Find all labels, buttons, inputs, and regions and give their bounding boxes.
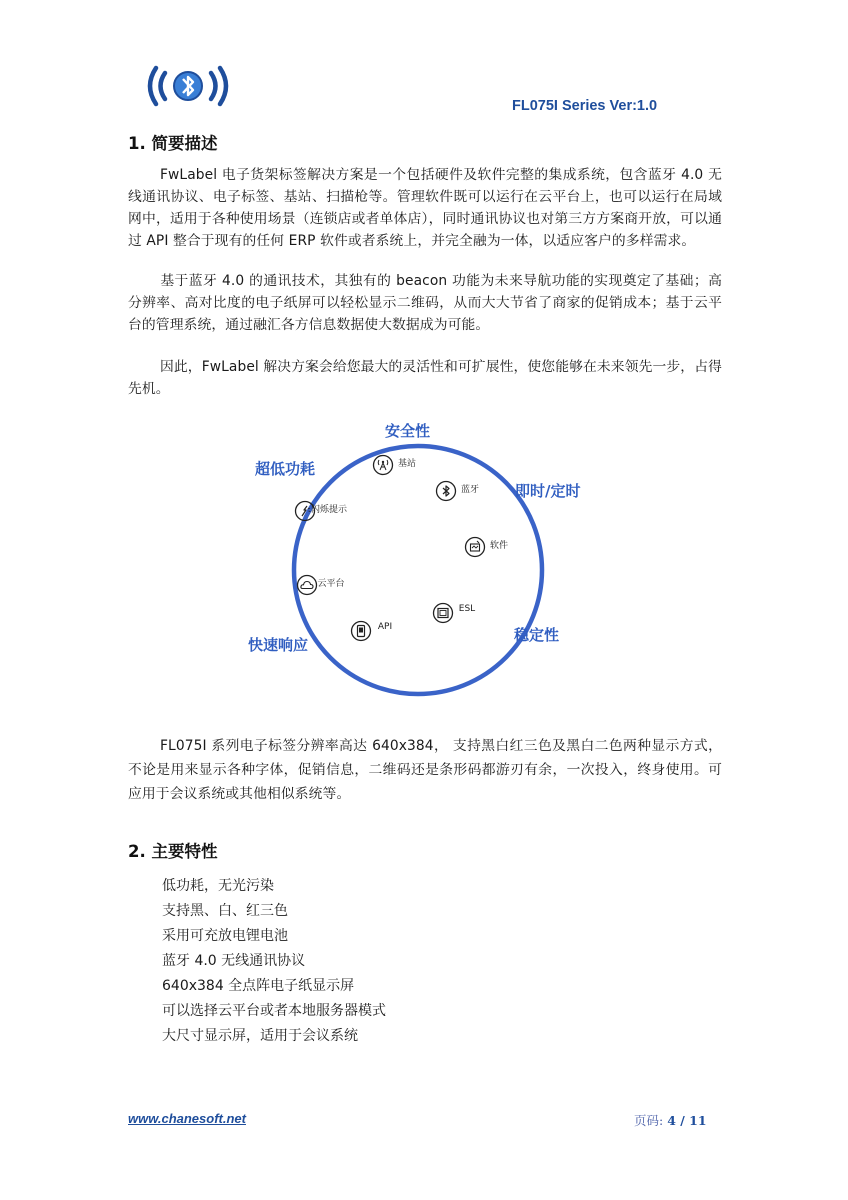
- label-stability: 稳定性: [514, 626, 560, 644]
- node-bluetooth: [435, 480, 505, 495]
- node-esl-label: ESL: [458, 604, 476, 614]
- node-esl: [432, 602, 502, 614]
- label-security: 安全性: [385, 422, 431, 440]
- feature-item: 蓝牙 4.0 无线通讯协议: [162, 953, 306, 969]
- base-station-icon: [372, 454, 394, 476]
- section-2-title: 2. 主要特性: [128, 842, 218, 861]
- company-logo: [142, 62, 234, 110]
- paragraph-bluetooth: [128, 270, 722, 336]
- feature-diagram: [240, 416, 610, 716]
- footer-page-number: [634, 1111, 707, 1129]
- feature-item: 支持黑、白、红三色: [162, 903, 288, 919]
- paragraph-intro-text: FwLabel 电子货架标签解决方案是一个包括硬件及软件完整的集成系统，包含蓝牙 4.0 无线通讯协议、电子标签、基站、扫描枪等。管理软件既可以运行在云平台上，也可以运行在局域网中，适用于各种使用场景（连锁店或者单体店），同时通讯协议也对第三方方案商开放，可以通过 API 整合于现有的任何 ERP 软件或者系统上，并完全融为一体，以适应客户的多样需求。: [128, 167, 722, 249]
- page-value: 4 / 11: [667, 1113, 707, 1128]
- series-version: FL075I Series Ver:1.0: [512, 98, 658, 114]
- paragraph-bluetooth-text: 基于蓝牙 4.0 的通讯技术，其独有的 beacon 功能为未来导航功能的实现奠定了基础；高分辨率、高对比度的电子纸屏可以轻松显示二维码，从而大大节省了商家的促销成本；基于云平台的管理系统，通过融汇各方信息数据使大数据成为可能。: [128, 273, 722, 333]
- feature-item: 可以选择云平台或者本地服务器模式: [162, 1003, 386, 1019]
- page-label: 页码:: [634, 1113, 664, 1128]
- node-flash-label: 闪烁提示: [310, 505, 347, 515]
- feature-item: 低功耗，无光污染: [162, 878, 274, 894]
- esl-icon: [432, 602, 454, 624]
- paragraph-conclusion-text: 因此，FwLabel 解决方案会给您最大的灵活性和可扩展性，使您能够在未来领先一步，占得先机。: [128, 359, 722, 397]
- paragraph-conclusion: [128, 356, 722, 400]
- node-bluetooth-label: 蓝牙: [460, 485, 479, 495]
- bluetooth-icon: [435, 480, 457, 502]
- node-software-label: 软件: [489, 541, 508, 551]
- software-icon: [464, 536, 486, 558]
- label-low-power: 超低功耗: [255, 460, 316, 478]
- flash-icon: [294, 500, 316, 522]
- footer-website-link[interactable]: www.chanesoft.net: [128, 1111, 246, 1126]
- section-1-title: 1. 简要描述: [128, 134, 218, 153]
- feature-item: 大尺寸显示屏，适用于会议系统: [162, 1028, 358, 1044]
- node-api-label: API: [377, 622, 393, 632]
- api-icon: [350, 620, 372, 642]
- node-software: [464, 536, 534, 551]
- node-base-station: [372, 454, 442, 469]
- paragraph-intro: [128, 164, 722, 252]
- node-flash: [294, 500, 364, 515]
- cloud-icon: [296, 574, 318, 596]
- feature-item: 640x384 全点阵电子纸显示屏: [162, 978, 355, 994]
- feature-item: 采用可充放电锂电池: [162, 928, 288, 944]
- node-cloud: [296, 574, 366, 589]
- paragraph-fl075i: [128, 734, 722, 806]
- node-api: [350, 620, 420, 632]
- node-cloud-label: 云平台: [317, 579, 345, 589]
- label-fast-response: 快速响应: [248, 636, 309, 654]
- paragraph-fl075i-text: FL075I 系列电子标签分辨率高达 640x384， 支持黑白红三色及黑白二色两种显示方式，不论是用来显示各种字体，促销信息，二维码还是条形码都游刃有余，一次投入，终身使用。可应用于会议系统或其他相似系统等。: [128, 738, 722, 802]
- label-realtime: 即时/定时: [515, 482, 581, 500]
- node-base-station-label: 基站: [397, 459, 416, 469]
